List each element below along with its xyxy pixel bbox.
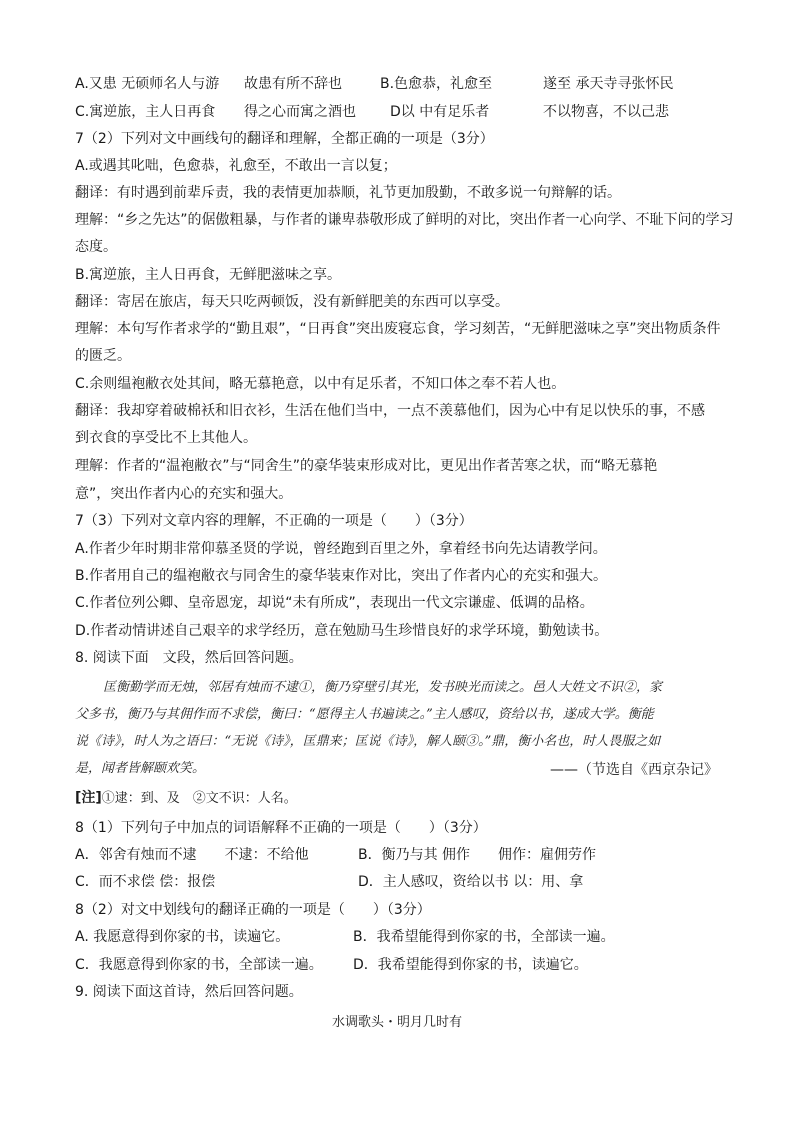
q7-1-option-a-right: 故患有所不辞也 [244,76,342,92]
q7-2-b-understanding-1: 理解：本句写作者求学的“勤且艰”，“日再食”突出废寝忘食，学习刻苦，“无鲜肥滋味之享”突出物质条件 [75,321,721,337]
poem-title: 水调歌头・明月几时有 [331,1015,462,1030]
q8-1-option-d: D．主人感叹，资给以书 以：用、拿 [358,874,584,890]
q8-stem: 8. 阅读下面 文段，然后回答问题。 [75,650,303,666]
q7-3-option-c: C.作者位列公卿、皇帝恩宠，却说“未有所成”，表现出一代文宗谦虚、低调的品格。 [75,595,594,611]
q7-2-a-understanding-1: 理解：“乡之先达”的倨傲粗暴，与作者的谦卑恭敬形成了鲜明的对比，突出作者一心向学、不耻下问的学习 [75,212,734,228]
q7-1-option-b-right: 遂至 承天寺寻张怀民 [543,76,674,92]
q7-3-stem: 7（3）下列对文章内容的理解，不正确的一项是（ ）（3分） [75,513,473,529]
q8-1-option-c: C．而不求偿 偿：报偿 [75,874,216,890]
q7-2-a-understanding-2: 态度。 [75,239,117,255]
q8-2-stem: 8（2）对文中划线句的翻译正确的一项是（ ）（3分） [75,902,431,918]
passage-source: ——（节选自《西京杂记》 [550,762,718,778]
note-label: [注] [75,790,102,806]
q7-2-option-a: A.或遇其叱咄，色愈恭，礼愈至，不敢出一言以复； [75,158,397,174]
q7-1-option-d-right: 不以物喜，不以己悲 [543,104,669,120]
q7-3-option-a: A.作者少年时期非常仰慕圣贤的学说，曾经跑到百里之外，拿着经书向先达请教学问。 [75,541,607,557]
q7-2-c-translation-1: 翻译：我却穿着破棉袄和旧衣衫，生活在他们当中，一点不羡慕他们，因为心中有足以快乐的事，不感 [75,403,705,419]
passage-note [75,788,297,809]
q7-2-c-understanding-1: 理解：作者的“温袍敝衣”与“同舍生”的豪华装束形成对比，更见出作者苦寒之状，而“略无慕艳 [75,458,658,474]
q7-2-option-b: B.寓逆旅，主人日再食，无鲜肥滋味之享。 [75,267,342,283]
q7-1-option-a-left: A.又患 无硕师名人与游 [75,76,220,92]
q7-2-c-understanding-2: 意”，突出作者内心的充实和强大。 [75,486,293,502]
passage-line-1: 匡衡勤学而无烛，邻居有烛而不逮①，衡乃穿壁引其光，发书映光而读之。邑人大姓文不识②，家 [103,680,663,695]
q8-1-option-b: B．衡乃与其 佣作 佣作：雇佣劳作 [358,847,597,863]
q7-1-option-c-right: 得之心而寓之酒也 [244,104,356,120]
q7-3-option-d: D.作者动情讲述自己艰辛的求学经历，意在勉励马生珍惜良好的求学环境，勤勉读书。 [75,623,609,639]
q7-2-option-c: C.余则缊袍敝衣处其间，略无慕艳意，以中有足乐者，不知口体之奉不若人也。 [75,376,566,392]
passage-line-2: 父多书，衡乃与其佣作而不求偿，衡曰：“愿得主人书遍读之。”主人感叹，资给以书，遂成大学。衡能 [75,707,654,722]
q8-2-option-c: C．我愿意得到你家的书，全部读一遍。 [75,957,323,973]
q7-2-a-translation: 翻译：有时遇到前辈斥责，我的表情更加恭顺，礼节更加殷勤，不敢多说一句辩解的话。 [75,185,621,201]
q8-2-option-a: A. 我愿意得到你家的书，读遍它。 [75,929,290,945]
q7-2-stem: 7（2）下列对文中画线句的翻译和理解，全都正确的一项是（3分） [75,131,494,147]
q8-2-option-d: D．我希望能得到你家的书，读遍它。 [353,957,588,973]
q7-2-b-translation: 翻译：寄居在旅店，每天只吃两顿饭，没有新鲜肥美的东西可以享受。 [75,294,509,310]
note-text: ①逮：到、及 ②文不识：人名。 [101,791,297,806]
q8-1-option-a: A．邻舍有烛而不逮 不逮：不给他 [75,847,309,863]
q7-1-option-b-left: B.色愈恭，礼愈至 [380,76,493,92]
passage-line-4: 是，闻者皆解颐欢笑。 [75,761,206,776]
passage-line-3: 说《诗》，时人为之语曰：“无说《诗》，匡鼎来；匡说《诗》，解人颐③。”鼎，衡小名也，时人畏服之如 [75,734,661,749]
q7-3-option-b: B.作者用自己的缊袍敝衣与同舍生的豪华装束作对比，突出了作者内心的充实和强大。 [75,568,608,584]
q8-2-option-b: B．我希望能得到你家的书，全部读一遍。 [353,929,615,945]
q9-stem: 9. 阅读下面这首诗，然后回答问题。 [75,984,303,1000]
q7-1-option-c-left: C.寓逆旅，主人日再食 [75,104,216,120]
q7-2-c-translation-2: 到衣食的享受比不上其他人。 [75,430,257,446]
q7-2-b-understanding-2: 的匮乏。 [75,348,131,364]
q8-1-stem: 8（1）下列句子中加点的词语解释不正确的一项是（ ）（3分） [75,820,487,836]
q7-1-option-d-left: D以 中有足乐者 [390,104,490,120]
